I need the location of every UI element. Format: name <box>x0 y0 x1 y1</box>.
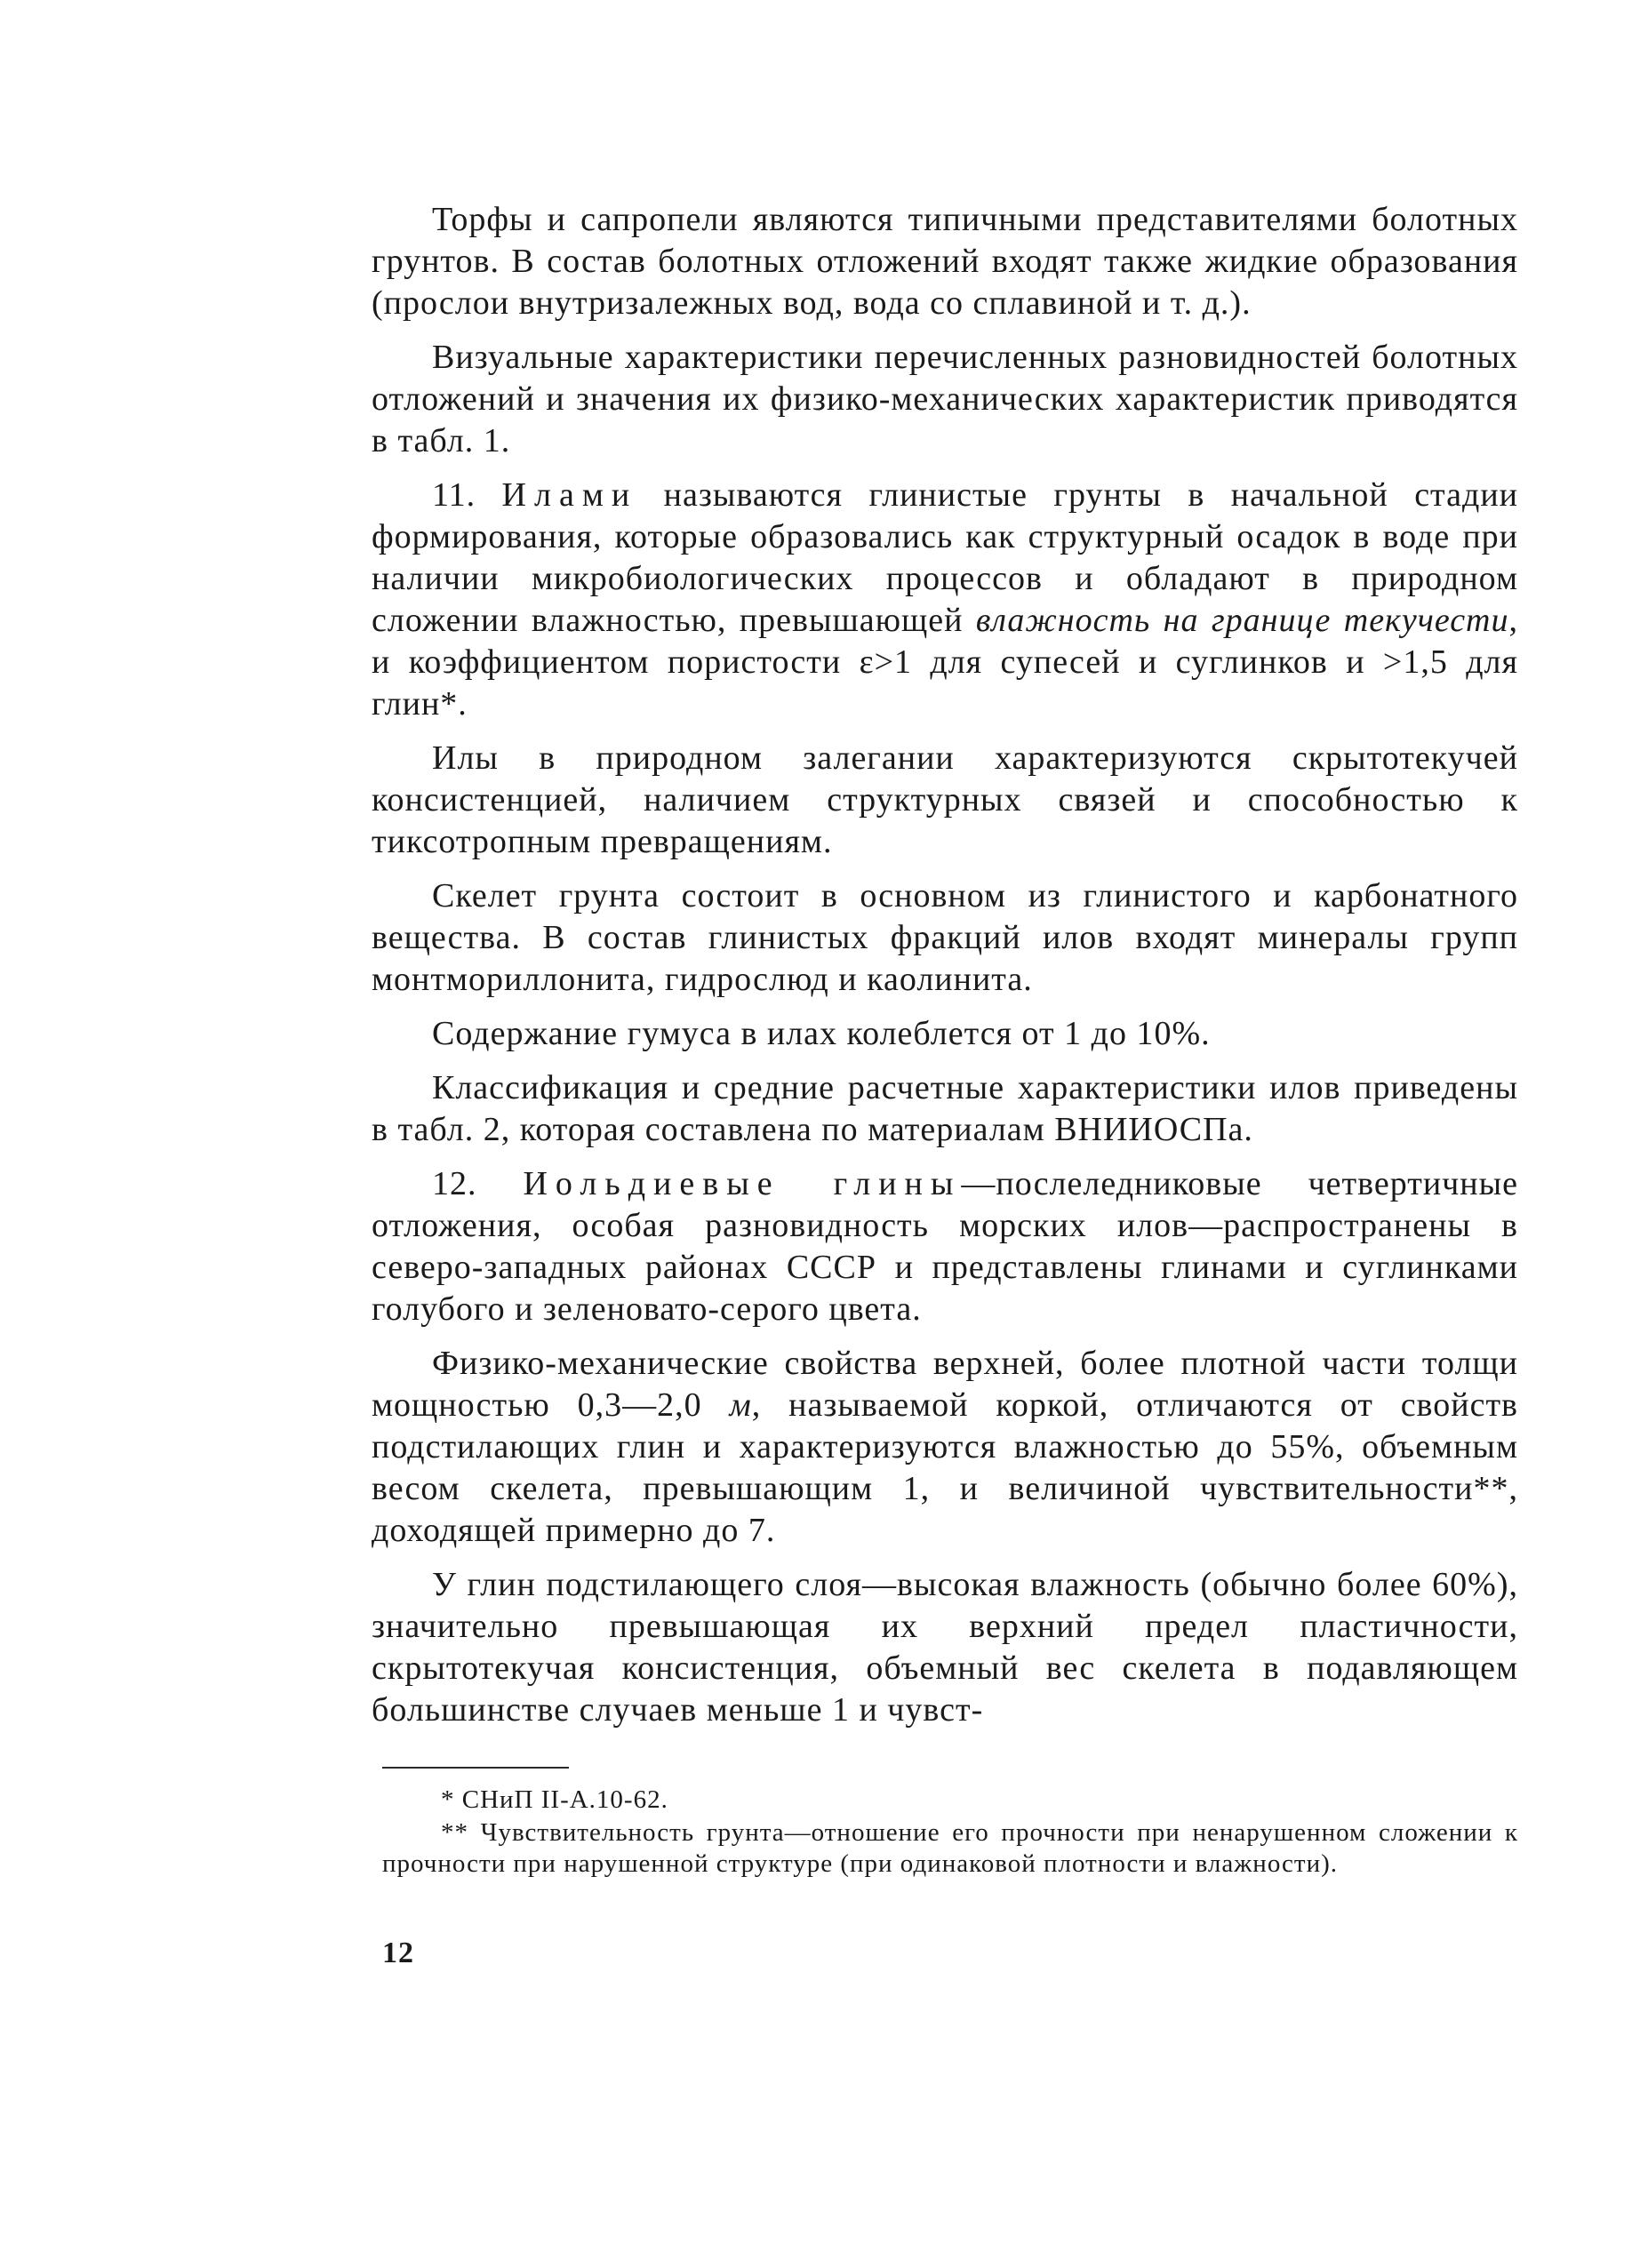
term-yoldia-clays: Иольдиевые глины <box>523 1165 962 1202</box>
paragraph-peat-sapropel: Торфы и сапропели являются типичными представителями болотных грунтов. В состав болотных отложений входят также жидкие образования (прослои внутризалежных вод, вода со сплавиной и т. д.). <box>372 201 1518 322</box>
paragraph-underlying-layer: У глин подстилающего слоя—высокая влажность (обычно более 60%), значительно превышающая их верхний предел пластичности, скрытотекучая консистенция, объемный вес скелета в подавляющем большинстве случаев меньше 1 и чувст- <box>372 1566 1518 1729</box>
paragraph-visual-characteristics: Визуальные характеристики перечисленных разновидностей болотных отложений и значения их физико-механических характеристик приводятся в табл. 1. <box>372 339 1518 459</box>
page-number: 12 <box>382 1937 414 1969</box>
paragraph-silts-consistency: Илы в природном залегании характеризуются скрытотекучей консистенцией, наличием структурных связей и способностью к тиксотропным превращениям. <box>372 739 1518 860</box>
footnotes <box>382 1785 1518 1881</box>
crust-properties-text: Физико-механические свойства верхней, более плотной части толщи мощностью 0,3—2,0 <box>372 1345 1518 1424</box>
paragraph-soil-skeleton: Скелет грунта состоит в основном из глинистого и карбонатного вещества. В состав глинистых фракций илов входят минералы групп монтмориллонита, гидрослюд и каолинита. <box>372 877 1518 998</box>
silts-definition-italic: влажность на границе текучести <box>975 602 1509 639</box>
paragraph-crust-properties <box>372 1343 1518 1552</box>
silts-definition-end: , и коэффициентом пористости ε>1 для супесей и суглинков и >1,5 для глин*. <box>372 602 1518 723</box>
footnote-sensitivity-text: Чувствительность грунта—отношение его прочности при ненарушенном сложении к прочности при нарушенной структуре (при одинаковой плотности и влажности). <box>382 1818 1519 1878</box>
paragraph-classification: Классификация и средние расчетные характеристики илов приведены в табл. 2, которая составлена по материалам ВНИИОСПа. <box>372 1069 1518 1148</box>
section-number-11: 11. <box>432 476 502 514</box>
footnote-sensitivity <box>382 1817 1518 1880</box>
footnote-sensitivity-marker: ** <box>441 1818 481 1847</box>
crust-properties-end: , называемой коркой, отличаются от свойств подстилающих глин и характеризуются влажностью до 55%, объемным весом скелета, превышающим 1, и величиной чувствительности**, доходящей примерно до 7. <box>372 1386 1518 1549</box>
unit-meter: м <box>729 1386 752 1424</box>
section-number-12: 12. <box>432 1165 524 1202</box>
paragraph-silts-definition <box>372 475 1518 725</box>
paragraph-humus-content: Содержание гумуса в илах колеблется от 1 до 10%. <box>432 1015 1211 1052</box>
term-silts: Илами <box>501 476 638 514</box>
yoldia-clays-text: —послеледниковые четвертичные отложения, особая разновидность морских илов—распространены в северо-западных районах СССР и представлены глинами и суглинками голубого и зеленовато-серого цвета. <box>372 1165 1519 1328</box>
footnote-snip: * СНиП II-А.10-62. <box>441 1785 668 1814</box>
silts-definition-text: называются глинистые грунты в начальной стадии формирования, которые образовались как структурный осадок в воде при наличии микробиологических процессов и обладают в природном сложении влажностью, превышающей <box>372 476 1518 639</box>
footnote-separator <box>382 1767 569 1769</box>
paragraph-yoldia-clays <box>372 1163 1518 1330</box>
main-text-column <box>372 199 1518 1744</box>
